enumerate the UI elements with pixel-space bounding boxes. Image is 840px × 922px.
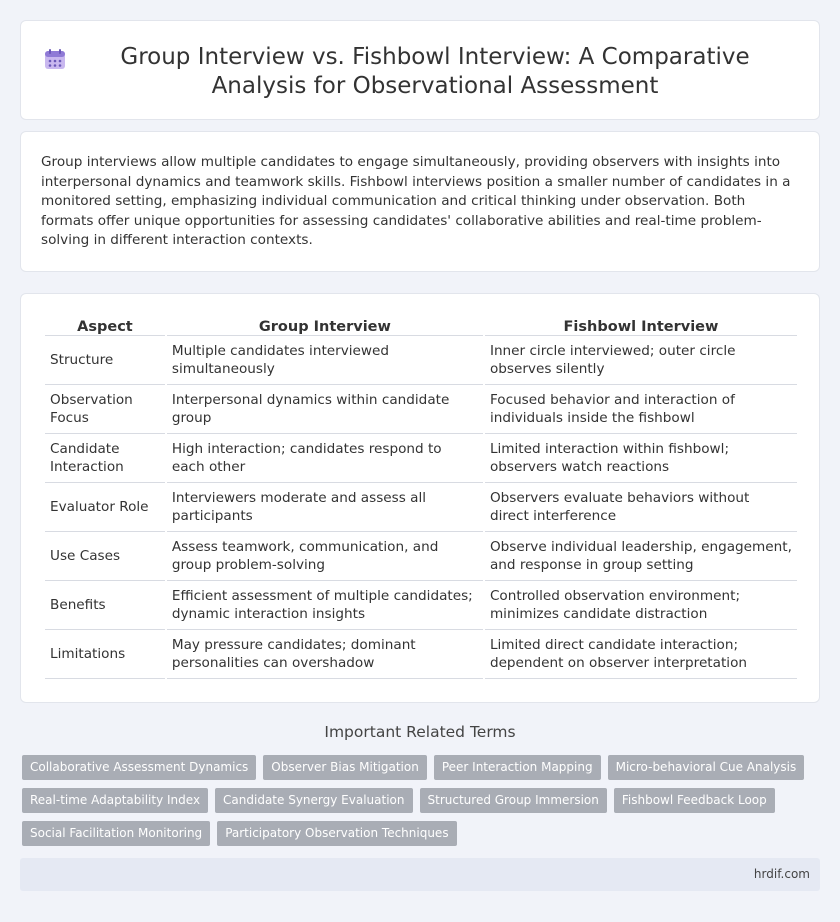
related-terms-heading: Important Related Terms bbox=[324, 723, 516, 741]
cell-group: May pressure candidates; dominant personalities can overshadow bbox=[167, 630, 483, 679]
cell-fishbowl: Controlled observation environment; minimizes candidate distraction bbox=[485, 581, 797, 630]
title-card bbox=[20, 20, 820, 120]
cell-fishbowl: Limited direct candidate interaction; dependent on observer interpretation bbox=[485, 630, 797, 679]
cell-group: Multiple candidates interviewed simultaneously bbox=[167, 336, 483, 385]
cell-group: Efficient assessment of multiple candidates; dynamic interaction insights bbox=[167, 581, 483, 630]
footer bbox=[20, 858, 820, 891]
header-aspect: Aspect bbox=[45, 316, 165, 336]
table-header-row bbox=[45, 316, 797, 336]
table-row bbox=[45, 483, 797, 532]
related-term-tag[interactable]: Candidate Synergy Evaluation bbox=[215, 788, 412, 813]
cell-aspect: Structure bbox=[45, 336, 165, 385]
table-row bbox=[45, 434, 797, 483]
related-term-tag[interactable]: Observer Bias Mitigation bbox=[263, 755, 427, 780]
page-title: Group Interview vs. Fishbowl Interview: A Comparative Analysis for Observational Assessment bbox=[120, 44, 750, 99]
cell-fishbowl: Focused behavior and interaction of individuals inside the fishbowl bbox=[485, 385, 797, 434]
related-terms-list bbox=[22, 755, 812, 846]
intro-paragraph: Group interviews allow multiple candidates to engage simultaneously, providing observers with insights into interpersonal dynamics and teamwork skills. Fishbowl interviews position a smaller number of candidates in a monitored setting, emphasizing individual communication and critical thinking under observation. Both formats offer unique opportunities for assessing candidates' collaborative abilities and real-time problem-solving in different interaction contexts. bbox=[41, 154, 791, 248]
cell-aspect: Use Cases bbox=[45, 532, 165, 581]
cell-fishbowl: Inner circle interviewed; outer circle observes silently bbox=[485, 336, 797, 385]
intro-card bbox=[20, 131, 820, 272]
header-fishbowl-interview: Fishbowl Interview bbox=[485, 316, 797, 336]
comparison-card bbox=[20, 293, 820, 703]
cell-group: Assess teamwork, communication, and group problem-solving bbox=[167, 532, 483, 581]
related-term-tag[interactable]: Participatory Observation Techniques bbox=[217, 821, 456, 846]
cell-fishbowl: Limited interaction within fishbowl; observers watch reactions bbox=[485, 434, 797, 483]
cell-fishbowl: Observe individual leadership, engagement, and response in group setting bbox=[485, 532, 797, 581]
cell-group: Interviewers moderate and assess all participants bbox=[167, 483, 483, 532]
comparison-table bbox=[43, 316, 799, 679]
table-row bbox=[45, 336, 797, 385]
related-term-tag[interactable]: Fishbowl Feedback Loop bbox=[614, 788, 775, 813]
table-row bbox=[45, 581, 797, 630]
related-term-tag[interactable]: Real-time Adaptability Index bbox=[22, 788, 208, 813]
cell-group: High interaction; candidates respond to each other bbox=[167, 434, 483, 483]
table-row bbox=[45, 385, 797, 434]
table-row bbox=[45, 532, 797, 581]
related-term-tag[interactable]: Structured Group Immersion bbox=[420, 788, 607, 813]
cell-aspect: Benefits bbox=[45, 581, 165, 630]
table-row bbox=[45, 630, 797, 679]
footer-site-link[interactable]: hrdif.com bbox=[753, 867, 810, 881]
related-term-tag[interactable]: Micro-behavioral Cue Analysis bbox=[608, 755, 805, 780]
cell-aspect: Evaluator Role bbox=[45, 483, 165, 532]
related-term-tag[interactable]: Social Facilitation Monitoring bbox=[22, 821, 210, 846]
cell-aspect: Candidate Interaction bbox=[45, 434, 165, 483]
cell-aspect: Limitations bbox=[45, 630, 165, 679]
header-group-interview: Group Interview bbox=[167, 316, 483, 336]
related-term-tag[interactable]: Collaborative Assessment Dynamics bbox=[22, 755, 256, 780]
cell-aspect: Observation Focus bbox=[45, 385, 165, 434]
cell-group: Interpersonal dynamics within candidate group bbox=[167, 385, 483, 434]
related-term-tag[interactable]: Peer Interaction Mapping bbox=[434, 755, 601, 780]
cell-fishbowl: Observers evaluate behaviors without direct interference bbox=[485, 483, 797, 532]
